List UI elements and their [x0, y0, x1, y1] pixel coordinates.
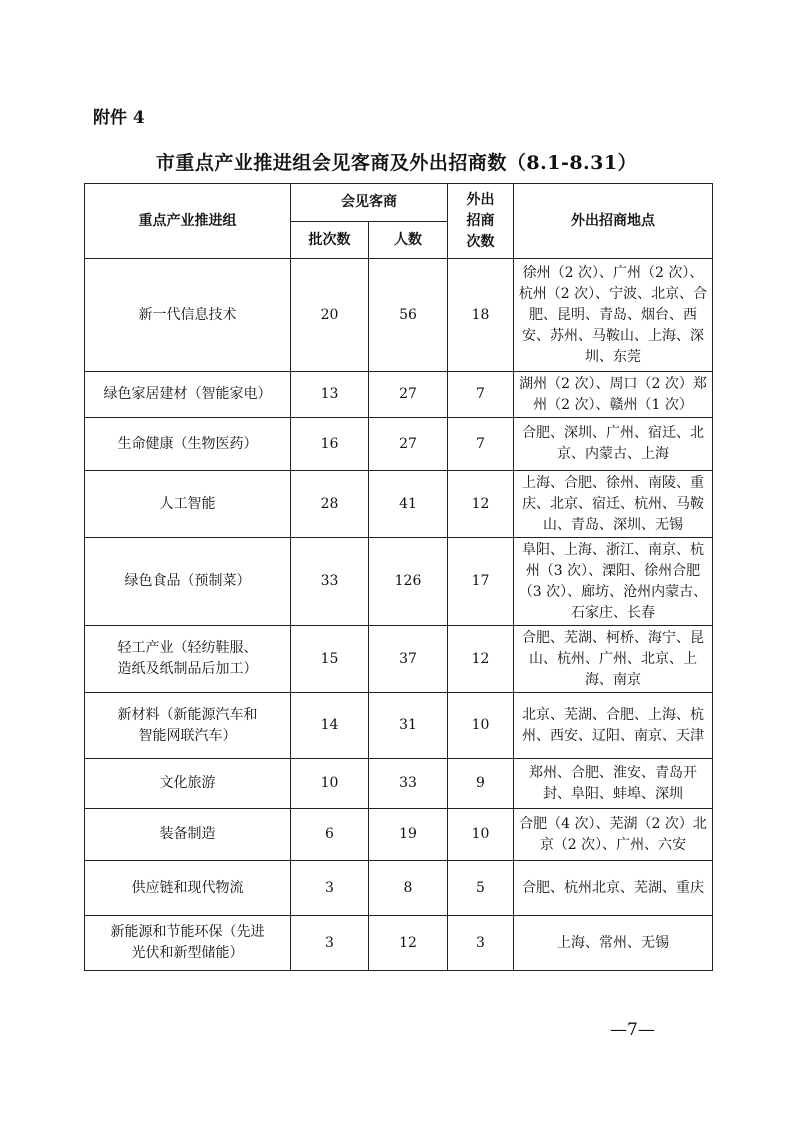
table-header: [85, 184, 713, 259]
cell-batches: 13: [291, 372, 369, 418]
cell-trips: 3: [448, 916, 514, 971]
cell-trips: 7: [448, 418, 514, 471]
attachment-label: 附件 4: [93, 108, 145, 128]
cell-people: 31: [369, 693, 448, 759]
header-batches: 批次数: [291, 222, 369, 259]
cell-trips: 5: [448, 861, 514, 916]
cell-group: 装备制造: [85, 809, 291, 861]
header-group: 重点产业推进组: [85, 184, 291, 259]
cell-places: 阜阳、上海、浙江、南京、杭州（3 次）、溧阳、徐州合肥（3 次）、廊坊、沧州内蒙古、石家庄、长春: [514, 538, 713, 626]
cell-group: 人工智能: [85, 471, 291, 538]
table-row: [85, 372, 713, 418]
cell-trips: 10: [448, 809, 514, 861]
cell-places: 合肥、杭州北京、芜湖、重庆: [514, 861, 713, 916]
cell-batches: 33: [291, 538, 369, 626]
cell-group: [85, 626, 291, 693]
cell-places: 北京、芜湖、合肥、上海、杭州、西安、辽阳、南京、天津: [514, 693, 713, 759]
cell-batches: 10: [291, 759, 369, 809]
table-body: [85, 259, 713, 971]
cell-batches: 15: [291, 626, 369, 693]
page-number: —7—: [610, 1020, 655, 1040]
cell-people: 41: [369, 471, 448, 538]
cell-people: 37: [369, 626, 448, 693]
header-trips: 外出招商次数: [448, 184, 514, 259]
cell-batches: 3: [291, 861, 369, 916]
table-row: [85, 418, 713, 471]
cell-trips: 17: [448, 538, 514, 626]
cell-group-label: 新能源和节能环保（先进光伏和新型储能）: [110, 924, 265, 961]
cell-group: 文化旅游: [85, 759, 291, 809]
table-row: [85, 759, 713, 809]
cell-trips: 18: [448, 259, 514, 372]
cell-trips: 12: [448, 471, 514, 538]
cell-people: 27: [369, 372, 448, 418]
cell-group: [85, 916, 291, 971]
cell-places: 合肥、深圳、广州、宿迁、北京、内蒙古、上海: [514, 418, 713, 471]
cell-group: 绿色家居建材（智能家电）: [85, 372, 291, 418]
cell-trips: 10: [448, 693, 514, 759]
cell-trips: 7: [448, 372, 514, 418]
cell-group-label: 轻工产业（轻纺鞋服、造纸及纸制品后加工）: [117, 640, 258, 677]
cell-people: 56: [369, 259, 448, 372]
cell-group-label: 新材料（新能源汽车和智能网联汽车）: [117, 706, 258, 744]
table-row: [85, 259, 713, 372]
cell-batches: 3: [291, 916, 369, 971]
cell-batches: 16: [291, 418, 369, 471]
cell-places: 徐州（2 次）、广州（2 次）、杭州（2 次）、宁波、北京、合肥、昆明、青岛、烟台、西安、苏州、马鞍山、上海、深圳、东莞: [514, 259, 713, 372]
cell-places: 合肥、芜湖、柯桥、海宁、昆山、杭州、广州、北京、上海、南京: [514, 626, 713, 693]
page-title: 市重点产业推进组会见客商及外出招商数（8.1-8.31）: [155, 152, 638, 174]
table-row: [85, 538, 713, 626]
table-row: [85, 626, 713, 693]
cell-places: 郑州、合肥、淮安、青岛开封、阜阳、蚌埠、深圳: [514, 759, 713, 809]
cell-people: 33: [369, 759, 448, 809]
table-row: [85, 471, 713, 538]
cell-places: 湖州（2 次）、周口（2 次）郑州（2 次）、赣州（1 次）: [514, 372, 713, 418]
cell-places: 上海、合肥、徐州、南陵、重庆、北京、宿迁、杭州、马鞍山、青岛、深圳、无锡: [514, 471, 713, 538]
cell-group: [85, 693, 291, 759]
header-places: 外出招商地点: [514, 184, 713, 259]
table-row: [85, 809, 713, 861]
cell-people: 27: [369, 418, 448, 471]
table-row: [85, 916, 713, 971]
cell-group: 新一代信息技术: [85, 259, 291, 372]
cell-trips: 9: [448, 759, 514, 809]
header-people: 人数: [369, 222, 448, 259]
cell-people: 19: [369, 809, 448, 861]
table-row: [85, 861, 713, 916]
cell-people: 12: [369, 916, 448, 971]
cell-group: 绿色食品（预制菜）: [85, 538, 291, 626]
cell-batches: 28: [291, 471, 369, 538]
table-row: [85, 693, 713, 759]
cell-people: 8: [369, 861, 448, 916]
cell-batches: 6: [291, 809, 369, 861]
cell-places: 合肥（4 次）、芜湖（2 次）北京（2 次）、广州、六安: [514, 809, 713, 861]
cell-batches: 14: [291, 693, 369, 759]
cell-people: 126: [369, 538, 448, 626]
cell-places: 上海、常州、无锡: [514, 916, 713, 971]
cell-trips: 12: [448, 626, 514, 693]
cell-group: 供应链和现代物流: [85, 861, 291, 916]
cell-group: 生命健康（生物医药）: [85, 418, 291, 471]
investment-table: [84, 183, 713, 971]
header-meet: 会见客商: [291, 184, 448, 222]
cell-batches: 20: [291, 259, 369, 372]
